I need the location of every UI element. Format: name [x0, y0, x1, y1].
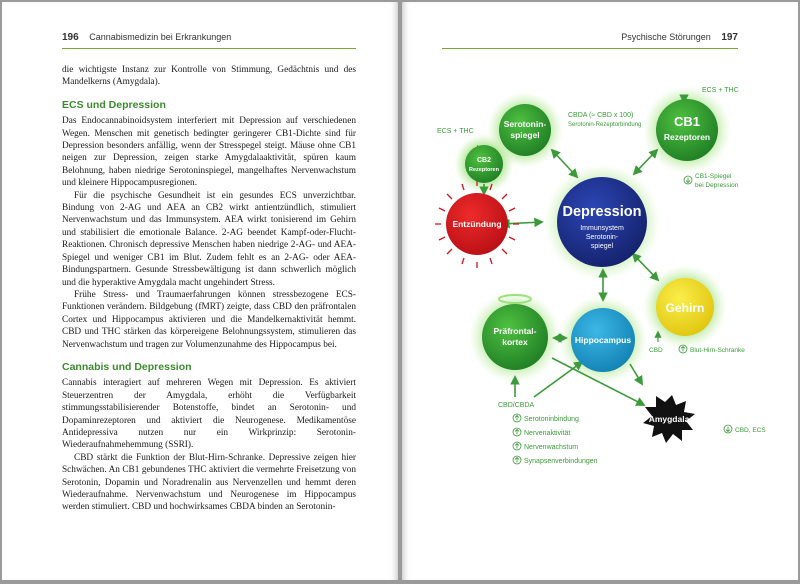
down-arrow-icon: [684, 176, 692, 184]
serotonin-label-1: Serotonin-: [503, 119, 547, 129]
up-arrow-icon: [513, 456, 521, 464]
amygdala-label: Amygdala: [648, 414, 690, 424]
right-page-number: 197: [721, 32, 738, 43]
left-page-number: 196: [62, 32, 79, 43]
label-cbd: CBD: [649, 347, 663, 354]
effect-4: Synapsenverbindungen: [524, 458, 598, 465]
arrow-cb1-depression: [634, 150, 657, 174]
up-arrow-icon: [513, 428, 521, 436]
label-cb1-level-1: CB1-Spiegel: [695, 173, 732, 180]
arrow-serotonin-depression: [552, 150, 577, 177]
effect-1: Serotoninbindung: [524, 416, 579, 423]
depression-title: Depression: [562, 204, 642, 220]
paragraph: Frühe Stress- und Traumaerfahrungen können stressbezogene ECS-Funktionen verändern. Bildgebung (fMRT) zeigte, dass CBD den präfrontalen Cortex und Hippocampus aktivieren und die Mandelkernaktivität hemmt. CBD und THC stärken das körpereigene Belohnungssystem, stimulieren das Nervenwachstum und tragen zur Volumenzunahme des Hippocampus bei.: [62, 289, 356, 350]
left-body-text: [62, 64, 356, 514]
node-cb2: [465, 145, 503, 183]
right-running-title: Psychische Störungen: [621, 32, 711, 42]
left-running-title: Cannabismedizin bei Erkrankungen: [89, 32, 232, 42]
effect-3: Nervenwachstum: [524, 444, 579, 451]
arrow-inflammation-depression: [502, 222, 542, 224]
depression-line-3: spiegel: [590, 243, 614, 250]
node-depression: [557, 177, 647, 267]
right-page: [402, 2, 798, 580]
down-arrow-icon: [724, 425, 732, 433]
prefrontal-label-2: kortex: [502, 337, 528, 347]
paragraph: Für die psychische Gesundheit ist ein gesundes ECS unverzichtbar. Bindung von 2-AG und AEA an CB2 wirkt antientzündlich, stimuliert Nervenwachstum und das Immunsystem. AEA wirkt tonisierend im Gehirn und stabilisiert die emotionale Balance. 2-AG beendet Kampf-oder-Flucht-Reaktionen. Chronisch depressive Menschen haben niedrige 2-AG- und AEA-Spiegel und weniger CB1 im Blut. Zudem fehlt es an 2-AG- oder AEA-Bindungspartnern. Gesunde Stressbewältigung ist dann schwerlich möglich und die hyperaktive Amygdala macht ungehindert Stress.: [62, 190, 356, 288]
section-heading-ecs: ECS und Depression: [62, 98, 166, 111]
effect-2: Nervenaktivität: [524, 430, 571, 437]
label-bbb: Blut-Hirn-Schranke: [690, 347, 745, 354]
up-arrow-icon: [679, 345, 687, 353]
cb1-label-2: Rezeptoren: [663, 132, 711, 142]
brain-label: Gehirn: [665, 301, 705, 315]
paragraph: Das Endocannabinoidsystem interferiert mit Depression auf verschiedenen Wegen. Menschen mit genetisch bedingter geringerer CB1-Dichte sind für Depression besonders anfällig, wenn der Stresspegel steigt. Mäuse ohne CB1 neigen zur Depression, zeigen starke Amygdalaaktivität, spüren kaum Belohnung, haben niedrige Serotoninspiegel, mangelhaftes Nervenwachstum und kleinere Hippocampusregionen.: [62, 116, 356, 189]
left-page: [2, 2, 398, 580]
label-cbd-ecs: CBD, ECS: [735, 427, 766, 434]
left-header-rule: [62, 48, 356, 49]
paragraph: CBD stärkt die Funktion der Blut-Hirn-Schranke. Depressive zeigen hier Schwächen. An CB1 gebundenes THC aktiviert die vermehrte Freisetzung von Serotonin, Dopamin und Noradrenalin aus Nervenzellen und hemmt deren Wiederaufnahme. Nervenwachstum und Neurogenese im Hippocampus werden stimuliert. CBD und hochwirksames CBDA binden an Serotonin-: [62, 452, 356, 513]
label-cbda-2: Serotonin-Rezeptorbindung: [568, 122, 642, 128]
label-cbd-cbda: CBD/CBDA: [498, 402, 535, 409]
label-ecs-thc-right: ECS + THC: [702, 87, 739, 94]
cb2-label-2: Rezeptoren: [469, 167, 499, 173]
hippocampus-label: Hippocampus: [574, 335, 632, 345]
depression-line-2: Serotonin-: [585, 234, 619, 241]
inflammation-label: Entzündung: [452, 219, 502, 229]
left-running-head: [62, 32, 231, 43]
cb2-label-1: CB2: [476, 157, 492, 164]
depression-line-1: Immunsystem: [580, 225, 624, 232]
up-arrow-icon: [513, 414, 521, 422]
up-arrow-icon: [513, 442, 521, 450]
label-cb1-level-2: bei Depression: [695, 182, 739, 189]
prefrontal-label-1: Präfrontal-: [493, 326, 537, 336]
cb1-label-1: CB1: [673, 114, 701, 129]
depression-diagram: [402, 2, 798, 580]
label-ecs-thc-left: ECS + THC: [437, 128, 474, 135]
serotonin-label-2: spiegel: [510, 130, 540, 140]
paragraph: Cannabis interagiert auf mehreren Wegen mit Depression. Es aktiviert Steuerzentren der Amygdala, erhöht die Verfügbarkeit stimmungsstabilisierender Botenstoffe, bindet an Serotonin- und Dopaminrezeptoren und aktiviert die Neurogenese. Medikamentöse Antidepressiva nutzen nur ein Wirkprinzip: Serotonin-Wiederaufnahmehemmung (SSRI).: [62, 378, 356, 451]
node-cb1: [656, 99, 718, 161]
label-cbda-1: CBDA (≈ CBD x 100): [568, 112, 634, 119]
section-heading-cannabis: Cannabis und Depression: [62, 360, 192, 373]
intro-paragraph: die wichtigste Instanz zur Kontrolle von Stimmung, Gedächtnis und des Mandelkerns (Amygdala).: [62, 65, 356, 88]
